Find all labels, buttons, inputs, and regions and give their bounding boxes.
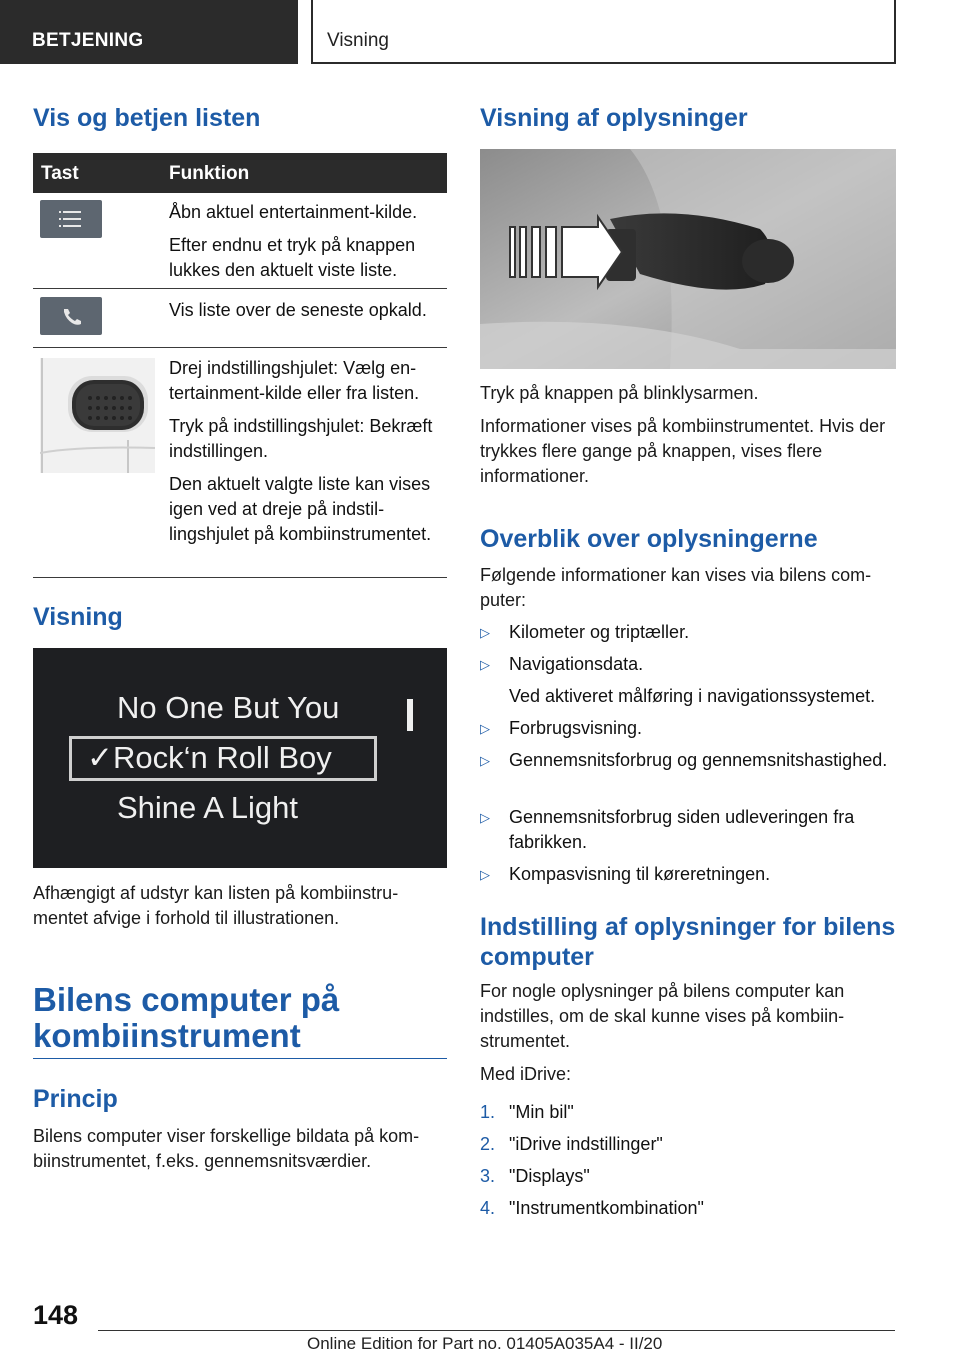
row-text: Efter endnu et tryk på knappen lukkes den aktuelt viste liste. — [169, 235, 416, 280]
step-text: "Displays" — [509, 1166, 590, 1186]
bullet-triangle-icon: ▷ — [480, 867, 490, 882]
display-scrollbar — [407, 699, 413, 731]
turn-signal-lever-photo — [480, 149, 896, 369]
row-divider — [33, 577, 447, 578]
bullet-triangle-icon: ▷ — [480, 810, 490, 825]
section-tab — [0, 0, 298, 64]
list-item-text: Kompasvisning til køreretningen. — [509, 864, 771, 884]
phone-handset-icon — [40, 297, 102, 335]
instrument-display-image — [33, 648, 447, 868]
row-divider — [33, 288, 447, 289]
overview-intro: Følgende informationer kan vises via bilens computer: — [480, 565, 872, 610]
row-text: Drej indstillingshjulet: Vælg entertainment-kilde eller fra listen. — [169, 358, 420, 403]
screen-note: Afhængigt af udstyr kan listen på kombiinstrumentet afvige i forhold til illustrationen. — [33, 883, 399, 928]
heading-list: Vis og betjen listen — [33, 104, 261, 132]
list-item-text: Forbrugsvisning. — [509, 718, 643, 738]
list-item-text: Kilometer og triptæller. — [509, 622, 690, 642]
chapter-title: Visning — [327, 30, 389, 51]
step-text: "iDrive indstillinger" — [509, 1134, 663, 1154]
bullet-triangle-icon: ▷ — [480, 753, 490, 768]
heading-display: Visning af oplysninger — [480, 104, 748, 132]
row-text: Tryk på indstillingshjulet: Bekræft indstillingen. — [169, 416, 433, 461]
heading-settings: Indstilling af oplysninger for bilens computer — [480, 913, 896, 971]
step-number: 4. — [480, 1198, 496, 1218]
row-text: Den aktuelt valgte liste kan vises igen ved at dreje på indstillingshjulet på kombiinstrumentet. — [169, 474, 432, 544]
table-row — [169, 200, 447, 291]
section-title: BETJENING — [32, 30, 144, 51]
heading-visning: Visning — [33, 603, 123, 631]
step-text: "Instrumentkombination" — [509, 1198, 704, 1218]
idrive-label: Med iDrive: — [480, 1064, 572, 1084]
bullet-triangle-icon: ▷ — [480, 657, 490, 672]
heading-rule — [33, 1058, 447, 1059]
list-item-text: Gennemsnitsforbrug siden udleveringen fra fabrikken. — [509, 807, 855, 852]
list-item-text: Gennemsnitsforbrug og gennemsnitshastighed. — [509, 750, 888, 770]
bullet-triangle-icon: ▷ — [480, 721, 490, 736]
list-item-text: Navigationsdata. — [509, 654, 644, 674]
bullet-triangle-icon: ▷ — [480, 625, 490, 640]
table-row — [169, 356, 447, 555]
footer-edition: Online Edition for Part no. 01405A035A4 - II/20 — [307, 1334, 663, 1353]
display-list-item: Shine A Light — [117, 790, 298, 825]
heading-princip: Princip — [33, 1085, 118, 1113]
row-text: Åbn aktuel entertainment-kilde. — [169, 202, 418, 222]
step-number: 3. — [480, 1166, 496, 1186]
settings-text: For nogle oplysninger på bilens computer kan indstilles, om de skal kunne vises på kombiinstrumentet. — [480, 981, 845, 1051]
footer-rule — [98, 1330, 895, 1331]
step-text: "Min bil" — [509, 1102, 574, 1122]
heading-overview: Overblik over oplysningerne — [480, 525, 818, 553]
list-item-subtext: Ved aktiveret målføring i navigationssystemet. — [509, 686, 876, 706]
princip-text: Bilens computer viser forskellige bildata på kombiinstrumentet, f.eks. gennemsnitsværdier. — [33, 1126, 420, 1171]
list-icon — [40, 200, 102, 238]
row-divider — [33, 347, 447, 348]
info-text: Informationer vises på kombiinstrumentet. Hvis der trykkes flere gange på knappen, vises flere informationer. — [480, 416, 886, 486]
control-wheel-photo — [40, 358, 155, 473]
column-key: Tast — [41, 163, 79, 184]
display-list-item-selected: ✓Rock‘n Roll Boy — [87, 740, 332, 775]
column-function: Funktion — [169, 163, 250, 184]
heading-computer: Bilens computer på kombiinstrument — [33, 981, 340, 1054]
page-number: 148 — [33, 1300, 79, 1330]
display-list-item: No One But You — [117, 690, 340, 725]
table-header — [33, 153, 447, 193]
chapter-tab — [311, 0, 896, 64]
step-number: 1. — [480, 1102, 496, 1122]
press-text: Tryk på knappen på blinklysarmen. — [480, 383, 759, 403]
table-row — [169, 298, 447, 331]
step-number: 2. — [480, 1134, 496, 1154]
row-text: Vis liste over de seneste opkald. — [169, 300, 427, 320]
